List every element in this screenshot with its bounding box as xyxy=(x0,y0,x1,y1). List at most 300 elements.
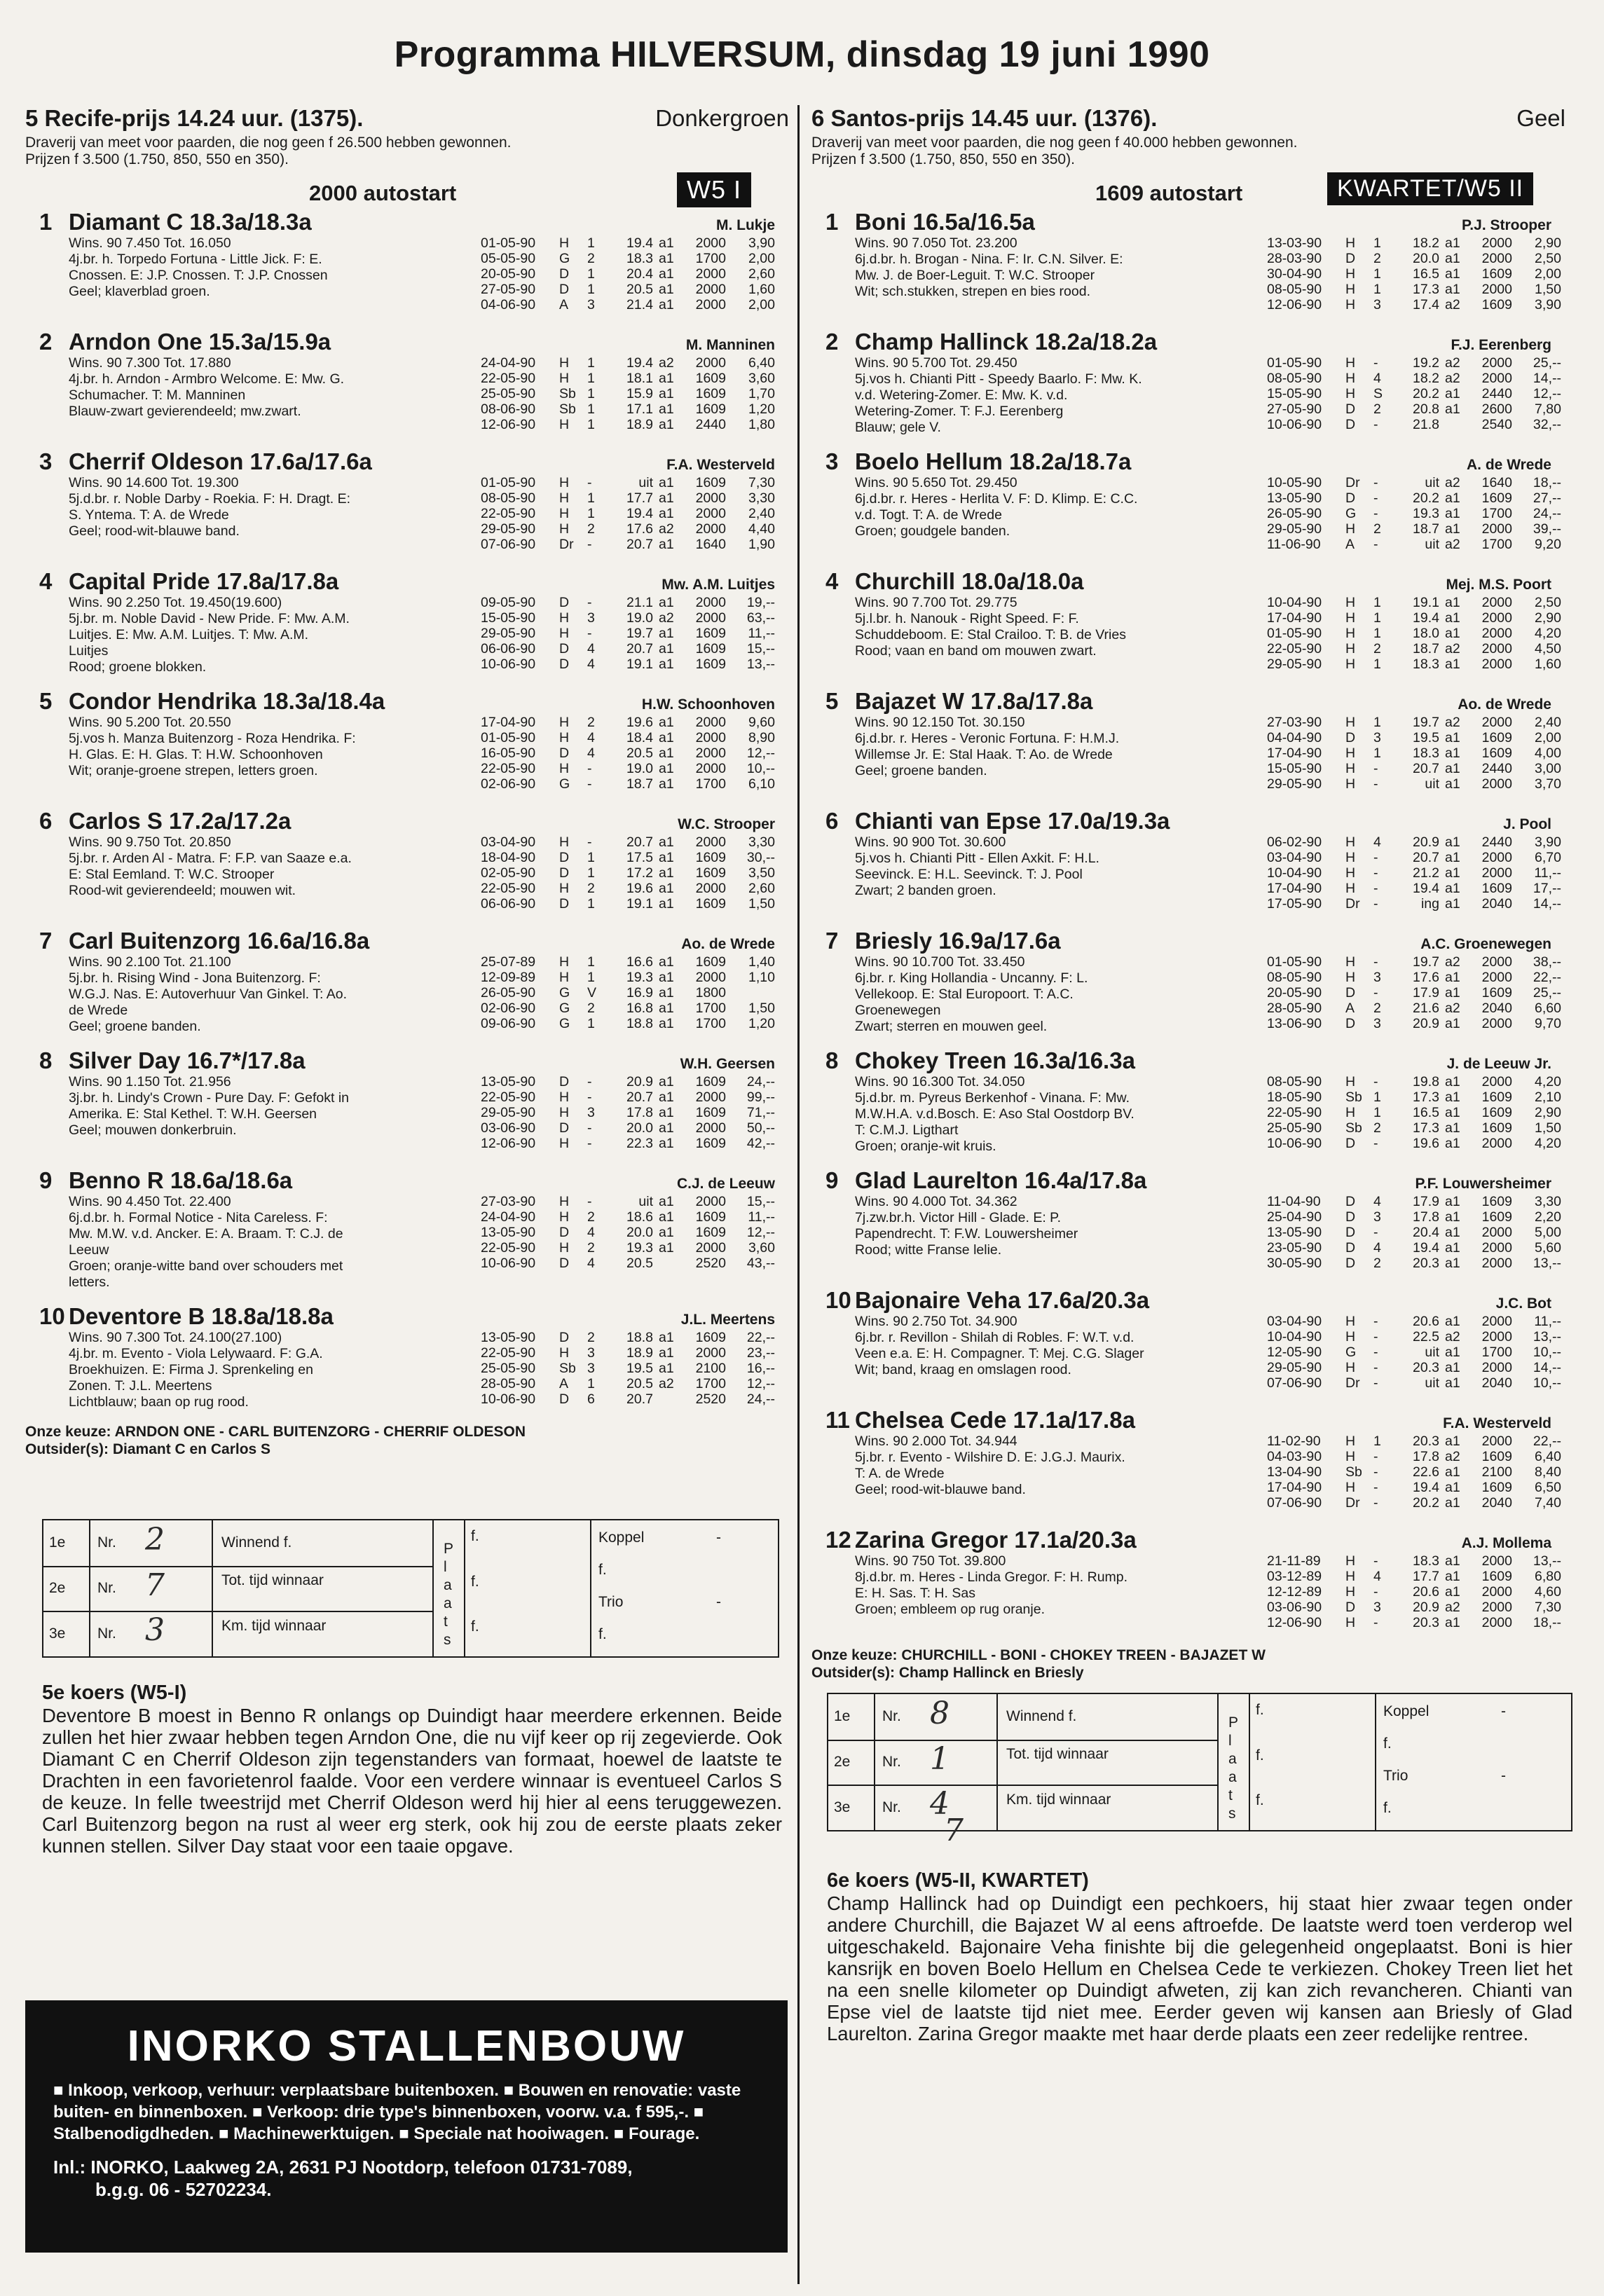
run-position: 1 xyxy=(587,1016,595,1031)
run-time: 20.2 xyxy=(1413,1495,1439,1511)
run-distance: 2000 xyxy=(1481,1016,1512,1031)
run-distance: 2000 xyxy=(1481,1329,1512,1345)
horse-info-line: Willemse Jr. E: Stal Haak. T: Ao. de Wrede xyxy=(855,747,1113,762)
run-position: - xyxy=(1373,1136,1378,1151)
run-distance: 1609 xyxy=(1481,730,1512,745)
run-row xyxy=(1267,417,1561,432)
run-time: 19.6 xyxy=(626,881,653,896)
run-row xyxy=(481,417,775,432)
run-distance: 2100 xyxy=(695,1360,726,1376)
run-date: 25-05-90 xyxy=(1267,1120,1322,1136)
run-position: 1 xyxy=(1373,282,1381,297)
run-time: 17.6 xyxy=(1413,970,1439,985)
nr-label: Nr. xyxy=(97,1580,116,1596)
run-row xyxy=(481,715,775,730)
horse-info-line: Vellekoop. E: Stal Europoort. T: A.C. xyxy=(855,987,1074,1002)
horse-info xyxy=(855,1194,1261,1258)
run-time: 19.8 xyxy=(1413,1074,1439,1089)
run-time: 20.6 xyxy=(1413,1584,1439,1600)
run-distance: 2000 xyxy=(695,715,726,730)
bet-label: f. xyxy=(598,1562,607,1578)
run-distance: 2040 xyxy=(1481,1495,1512,1511)
run-date: 12-12-89 xyxy=(1267,1584,1322,1600)
run-prize: 6,10 xyxy=(748,776,775,792)
run-position: - xyxy=(1373,490,1378,506)
run-start: a1 xyxy=(659,537,674,552)
horse-driver: M. Lukje xyxy=(715,217,775,233)
run-time: 20.7 xyxy=(1413,850,1439,865)
horse-info-line: de Wrede xyxy=(69,1003,128,1018)
run-date: 01-05-90 xyxy=(481,235,536,251)
run-start: a1 xyxy=(1445,1615,1460,1630)
horse-driver: A.J. Mollema xyxy=(1461,1535,1551,1551)
run-track: H xyxy=(559,715,570,730)
horse-info-line: M.W.H.A. v.d.Bosch. E: Aso Stal Oostdorp BV. xyxy=(855,1106,1135,1122)
run-row xyxy=(1267,1240,1561,1256)
run-date: 30-05-90 xyxy=(1267,1256,1322,1271)
run-row xyxy=(481,865,775,881)
amount-label: f. xyxy=(471,1618,479,1635)
horse-info-line: Rood; witte Franse lelie. xyxy=(855,1242,1002,1258)
run-date: 17-05-90 xyxy=(1267,896,1322,912)
run-row xyxy=(1267,715,1561,730)
horse-info-line: 6j.d.br. h. Brogan - Nina. F: Ir. C.N. Silver. E: xyxy=(855,252,1123,267)
run-date: 22-05-90 xyxy=(481,506,536,521)
horse-info-line: S. Yntema. T: A. de Wrede xyxy=(69,507,229,523)
run-position: 2 xyxy=(587,715,595,730)
run-row xyxy=(1267,1584,1561,1600)
run-position: - xyxy=(587,1120,592,1136)
run-track: D xyxy=(1345,985,1356,1001)
run-track: Dr xyxy=(1345,1375,1360,1391)
run-start: a1 xyxy=(1445,1434,1460,1449)
run-track: G xyxy=(559,1001,570,1016)
horse-entry xyxy=(25,808,789,928)
horse-number: 4 xyxy=(39,568,53,594)
run-time: 21.4 xyxy=(626,297,653,312)
run-time: 19.6 xyxy=(1413,1136,1439,1151)
run-position: 3 xyxy=(587,1105,595,1120)
run-time: 20.0 xyxy=(626,1225,653,1240)
horse-info-line: Cnossen. E: J.P. Cnossen. T: J.P. Cnossen xyxy=(69,268,328,283)
run-time: 17.3 xyxy=(1413,1089,1439,1105)
run-time: 18.8 xyxy=(626,1016,653,1031)
run-time: 20.4 xyxy=(626,266,653,282)
run-start xyxy=(1439,417,1467,432)
run-date: 04-03-90 xyxy=(1267,1449,1322,1464)
run-time: 17.7 xyxy=(1413,1569,1439,1584)
run-time: 19.1 xyxy=(626,896,653,912)
run-time: 19.4 xyxy=(1413,1480,1439,1495)
run-date: 04-06-90 xyxy=(481,297,536,312)
run-position: - xyxy=(587,626,592,641)
horse-driver: A.C. Groenewegen xyxy=(1420,936,1551,952)
run-start: a1 xyxy=(1445,970,1460,985)
run-time: 18.4 xyxy=(626,730,653,745)
run-position: 3 xyxy=(587,1360,595,1376)
run-position: 2 xyxy=(1373,401,1381,417)
horse-entry xyxy=(811,688,1565,808)
run-time: 20.2 xyxy=(1413,386,1439,401)
horse-number: 10 xyxy=(825,1287,851,1313)
run-prize: 19,-- xyxy=(746,595,775,610)
horse-info xyxy=(69,834,475,899)
run-date: 17-04-90 xyxy=(1267,881,1322,896)
run-time: 22.3 xyxy=(626,1136,653,1151)
run-start: a2 xyxy=(1445,371,1460,386)
horse-driver: C.J. de Leeuw xyxy=(676,1176,775,1192)
run-start: a1 xyxy=(1445,1105,1460,1120)
race-title: 6 Santos-prijs 14.45 uur. (1376). xyxy=(811,105,1158,131)
run-prize: 2,60 xyxy=(748,266,775,282)
run-time: 20.0 xyxy=(1413,251,1439,266)
run-date: 12-06-90 xyxy=(1267,297,1322,312)
run-distance: 1609 xyxy=(695,386,726,401)
horse-name: Condor Hendrika 18.3a/18.4a xyxy=(69,688,385,714)
run-start: a1 xyxy=(1445,1495,1460,1511)
recent-runs xyxy=(481,1330,775,1407)
horse-name: Diamant C 18.3a/18.3a xyxy=(69,209,312,235)
run-distance: 1609 xyxy=(1481,1569,1512,1584)
run-track: H xyxy=(1345,1329,1356,1345)
run-date: 29-05-90 xyxy=(481,626,536,641)
run-distance: 2040 xyxy=(1481,1375,1512,1391)
run-date: 22-05-90 xyxy=(1267,641,1322,657)
run-date: 11-04-90 xyxy=(1267,1194,1321,1209)
run-prize: 25,-- xyxy=(1533,355,1561,371)
run-date: 13-05-90 xyxy=(1267,490,1322,506)
horse-info-line: 6j.d.br. r. Heres - Veronic Fortuna. F: H.M.J. xyxy=(855,731,1120,746)
run-position: - xyxy=(587,1089,592,1105)
nr-label: Nr. xyxy=(97,1534,116,1551)
run-start: a1 xyxy=(659,865,674,881)
horse-number: 5 xyxy=(39,688,53,714)
run-prize: 6,40 xyxy=(748,355,775,371)
run-start: a1 xyxy=(659,1001,674,1016)
handwritten-number: 7 xyxy=(145,1567,165,1603)
run-distance: 2000 xyxy=(695,1345,726,1361)
run-date: 24-04-90 xyxy=(481,1209,536,1225)
run-row xyxy=(481,1376,775,1391)
run-row xyxy=(1267,776,1561,792)
table-divider xyxy=(1375,1694,1376,1830)
run-prize: 6,60 xyxy=(1535,1001,1561,1016)
run-prize: 12,-- xyxy=(746,745,775,761)
handwritten-number: 3 xyxy=(145,1612,165,1649)
horse-info-line: Wins. 90 7.050 Tot. 23.200 xyxy=(855,235,1017,251)
horse-info-line: Wins. 90 5.700 Tot. 29.450 xyxy=(855,355,1017,371)
run-position: - xyxy=(587,761,592,776)
run-date: 10-04-90 xyxy=(1267,1329,1322,1345)
run-track: H xyxy=(1345,521,1356,537)
run-row xyxy=(1267,1225,1561,1240)
horse-info-line: Wins. 90 750 Tot. 39.800 xyxy=(855,1553,1006,1569)
run-prize xyxy=(726,985,775,1001)
run-prize: 3,70 xyxy=(1535,776,1561,792)
run-time: 19.5 xyxy=(1413,730,1439,745)
ad-contact-line-1: Inl.: INORKO, Laakweg 2A, 2631 PJ Nootdorp, telefoon 01731-7089, xyxy=(53,2157,633,2178)
run-position: 3 xyxy=(1373,297,1381,312)
run-track: A xyxy=(559,1375,569,1391)
horse-info-line: Leeuw xyxy=(69,1242,109,1258)
place-label: 3e xyxy=(49,1625,66,1642)
run-position: - xyxy=(1373,355,1378,371)
run-start: a1 xyxy=(1445,1089,1460,1105)
horse-name: Chelsea Cede 17.1a/17.8a xyxy=(855,1407,1135,1433)
run-row xyxy=(481,595,775,610)
run-start: a1 xyxy=(1445,1480,1460,1495)
run-time: 17.9 xyxy=(1413,1194,1439,1209)
run-row xyxy=(1267,1256,1561,1271)
run-position: - xyxy=(1373,896,1378,912)
run-date: 13-06-90 xyxy=(1267,1016,1322,1031)
run-row xyxy=(481,1209,775,1225)
run-start: a1 xyxy=(1445,1569,1460,1584)
run-distance: 2000 xyxy=(695,970,726,985)
run-time: 20.7 xyxy=(626,641,653,657)
run-prize: 7,30 xyxy=(1535,1600,1561,1615)
horse-name: Silver Day 16.7*/17.8a xyxy=(69,1047,306,1073)
table-divider xyxy=(432,1520,434,1656)
run-position: 2 xyxy=(1373,641,1381,657)
run-date: 18-05-90 xyxy=(1267,1089,1322,1105)
run-prize: 2,90 xyxy=(1535,235,1561,251)
run-date: 03-06-90 xyxy=(1267,1600,1322,1615)
run-row xyxy=(481,745,775,761)
horse-number: 9 xyxy=(825,1167,839,1193)
horse-info-line: Wins. 90 2.250 Tot. 19.450(19.600) xyxy=(69,595,282,610)
run-row xyxy=(1267,1464,1561,1480)
run-prize: 10,-- xyxy=(1533,1375,1561,1391)
run-start: a1 xyxy=(1445,266,1460,282)
run-start: a1 xyxy=(1445,730,1460,745)
run-track: H xyxy=(559,626,570,641)
run-time: 20.5 xyxy=(626,1256,653,1271)
run-position: - xyxy=(1373,1449,1378,1464)
run-time: 18.8 xyxy=(626,1329,653,1345)
run-time: 21.8 xyxy=(1413,417,1439,432)
run-date: 13-03-90 xyxy=(1267,235,1322,251)
run-prize: 9,60 xyxy=(748,715,775,730)
run-position: - xyxy=(1373,850,1378,865)
run-track: H xyxy=(1345,1584,1356,1600)
run-date: 17-04-90 xyxy=(1267,1480,1322,1495)
run-date: 12-05-90 xyxy=(1267,1345,1322,1360)
run-date: 22-05-90 xyxy=(481,881,536,896)
run-row xyxy=(1267,834,1561,850)
run-distance: 2000 xyxy=(695,745,726,761)
run-prize: 3,30 xyxy=(748,490,775,506)
commentary-title: 5e koers (W5-I) xyxy=(42,1682,187,1704)
handwritten-number: 8 xyxy=(930,1696,950,1731)
plaats-letter: t xyxy=(1228,1787,1233,1803)
run-position: 1 xyxy=(1373,626,1381,641)
run-position: 3 xyxy=(587,610,595,626)
run-time: uit xyxy=(1425,776,1439,792)
run-start: a1 xyxy=(1445,595,1460,610)
recent-runs xyxy=(481,834,775,912)
run-row xyxy=(1267,506,1561,521)
run-start: a2 xyxy=(1445,297,1460,312)
horse-number: 6 xyxy=(825,808,839,834)
run-row xyxy=(1267,297,1561,312)
horse-info-line: Wins. 90 10.700 Tot. 33.450 xyxy=(855,954,1025,970)
run-prize: 14,-- xyxy=(1533,896,1561,912)
run-date: 25-05-90 xyxy=(481,386,536,401)
run-start: a1 xyxy=(659,715,674,730)
horse-info xyxy=(855,834,1261,899)
run-prize: 2,50 xyxy=(1535,251,1561,266)
run-prize: 1,90 xyxy=(748,537,775,552)
run-prize: 1,10 xyxy=(748,970,775,985)
run-track: H xyxy=(1345,834,1356,850)
horse-entry xyxy=(811,1287,1565,1407)
run-start: a1 xyxy=(659,730,674,745)
run-position: 2 xyxy=(587,1329,595,1345)
run-position: 1 xyxy=(587,266,595,282)
horse-info xyxy=(855,235,1261,300)
run-row xyxy=(481,282,775,297)
horse-info xyxy=(855,475,1261,539)
run-date: 27-03-90 xyxy=(1267,715,1322,730)
page-title: Programma HILVERSUM, dinsdag 19 juni 1990 xyxy=(394,34,1210,75)
run-time: uit xyxy=(638,1194,653,1209)
run-track: H xyxy=(1345,1553,1356,1569)
horse-entry xyxy=(25,329,789,448)
run-time: 17.2 xyxy=(626,865,653,881)
run-start: a1 xyxy=(1445,521,1460,537)
horse-driver: W.C. Strooper xyxy=(678,816,775,832)
commentary-title: 6e koers (W5-II, KWARTET) xyxy=(827,1869,1089,1892)
run-row xyxy=(1267,985,1561,1001)
horse-info-line: 4j.br. h. Torpedo Fortuna - Little Jick. F: E. xyxy=(69,252,322,267)
run-distance: 1609 xyxy=(1481,1449,1512,1464)
run-position: - xyxy=(1373,1329,1378,1345)
horse-driver: P.F. Louwersheimer xyxy=(1415,1176,1551,1192)
run-distance: 2000 xyxy=(1481,1615,1512,1630)
run-date: 22-05-90 xyxy=(481,761,536,776)
run-start: a2 xyxy=(659,1375,674,1391)
run-distance: 1609 xyxy=(695,954,726,970)
run-date: 06-02-90 xyxy=(1267,834,1322,850)
run-distance: 2000 xyxy=(695,1194,726,1209)
horse-number: 4 xyxy=(825,568,839,594)
run-position: 1 xyxy=(587,371,595,386)
run-row xyxy=(1267,730,1561,745)
run-row xyxy=(1267,761,1561,776)
run-start: a1 xyxy=(659,626,674,641)
run-date: 13-05-90 xyxy=(481,1225,536,1240)
run-date: 18-04-90 xyxy=(481,850,536,865)
table-divider xyxy=(212,1520,213,1656)
run-track: G xyxy=(559,985,570,1001)
run-time: 19.6 xyxy=(626,715,653,730)
run-distance: 1609 xyxy=(1481,1480,1512,1495)
run-track: H xyxy=(1345,761,1356,776)
horse-info xyxy=(855,954,1261,1035)
horse-entry xyxy=(25,1167,789,1303)
run-track: D xyxy=(559,1074,570,1089)
run-prize: 3,00 xyxy=(1535,761,1561,776)
run-start: a1 xyxy=(659,371,674,386)
run-time: 19.7 xyxy=(1413,954,1439,970)
run-track: H xyxy=(1345,266,1356,282)
run-prize: 6,70 xyxy=(1535,850,1561,865)
run-position: 4 xyxy=(587,1256,595,1271)
nr-label: Nr. xyxy=(97,1625,116,1642)
run-distance: 2000 xyxy=(695,490,726,506)
run-distance: 2040 xyxy=(1481,896,1512,912)
run-start: a2 xyxy=(1445,1329,1460,1345)
run-row xyxy=(481,490,775,506)
horse-number: 1 xyxy=(39,209,53,235)
run-distance: 1609 xyxy=(1481,297,1512,312)
bet-label: f. xyxy=(1383,1800,1392,1816)
run-track: H xyxy=(1345,595,1356,610)
run-date: 03-04-90 xyxy=(1267,1314,1322,1329)
run-prize: 3,30 xyxy=(748,834,775,850)
run-start: a1 xyxy=(659,251,674,266)
run-start: a1 xyxy=(659,776,674,792)
run-date: 24-04-90 xyxy=(481,355,536,371)
run-prize: 11,-- xyxy=(1534,1314,1561,1329)
run-track: H xyxy=(559,1209,570,1225)
run-distance: 1609 xyxy=(695,1225,726,1240)
run-prize: 13,-- xyxy=(746,657,775,672)
run-time: 19.3 xyxy=(626,970,653,985)
run-row xyxy=(1267,954,1561,970)
run-position: - xyxy=(1373,1360,1378,1375)
horse-info xyxy=(69,475,475,539)
run-row xyxy=(1267,1329,1561,1345)
amount-label: f. xyxy=(1256,1747,1264,1764)
run-track: H xyxy=(1345,970,1356,985)
run-track: D xyxy=(1345,1225,1356,1240)
run-prize: 22,-- xyxy=(746,1329,775,1345)
run-prize: 9,20 xyxy=(1535,537,1561,552)
run-start: a1 xyxy=(659,641,674,657)
run-time: 16.6 xyxy=(626,954,653,970)
run-position: - xyxy=(1373,761,1378,776)
run-distance: 2000 xyxy=(695,1089,726,1105)
horse-info-line: 5j.d.br. r. Noble Darby - Roekia. F: H. Dragt. E: xyxy=(69,491,351,507)
run-prize: 1,20 xyxy=(748,1016,775,1031)
run-start: a1 xyxy=(1445,1256,1460,1271)
run-start: a1 xyxy=(659,834,674,850)
run-time: 17.3 xyxy=(1413,282,1439,297)
run-date: 10-06-90 xyxy=(481,1256,536,1271)
our-choice: Onze keuze: CHURCHILL - BONI - CHOKEY TREEN - BAJAZET W xyxy=(811,1647,1266,1663)
run-time: 20.3 xyxy=(1413,1256,1439,1271)
run-track: D xyxy=(1345,1194,1356,1209)
run-row xyxy=(1267,610,1561,626)
run-position: 4 xyxy=(587,657,595,672)
run-time: 17.7 xyxy=(626,490,653,506)
horse-info-line: Wins. 90 1.150 Tot. 21.956 xyxy=(69,1074,231,1089)
run-time: 17.3 xyxy=(1413,1120,1439,1136)
run-distance: 1609 xyxy=(695,371,726,386)
run-position: - xyxy=(1373,1074,1378,1089)
run-row xyxy=(481,266,775,282)
run-track: H xyxy=(1345,1360,1356,1375)
place-label: 1e xyxy=(834,1708,851,1725)
run-date: 27-03-90 xyxy=(481,1194,536,1209)
run-prize: 16,-- xyxy=(746,1360,775,1376)
run-prize: 3,90 xyxy=(1535,297,1561,312)
run-prize: 4,60 xyxy=(1535,1584,1561,1600)
run-distance: 1609 xyxy=(695,1105,726,1120)
run-row xyxy=(481,1074,775,1089)
